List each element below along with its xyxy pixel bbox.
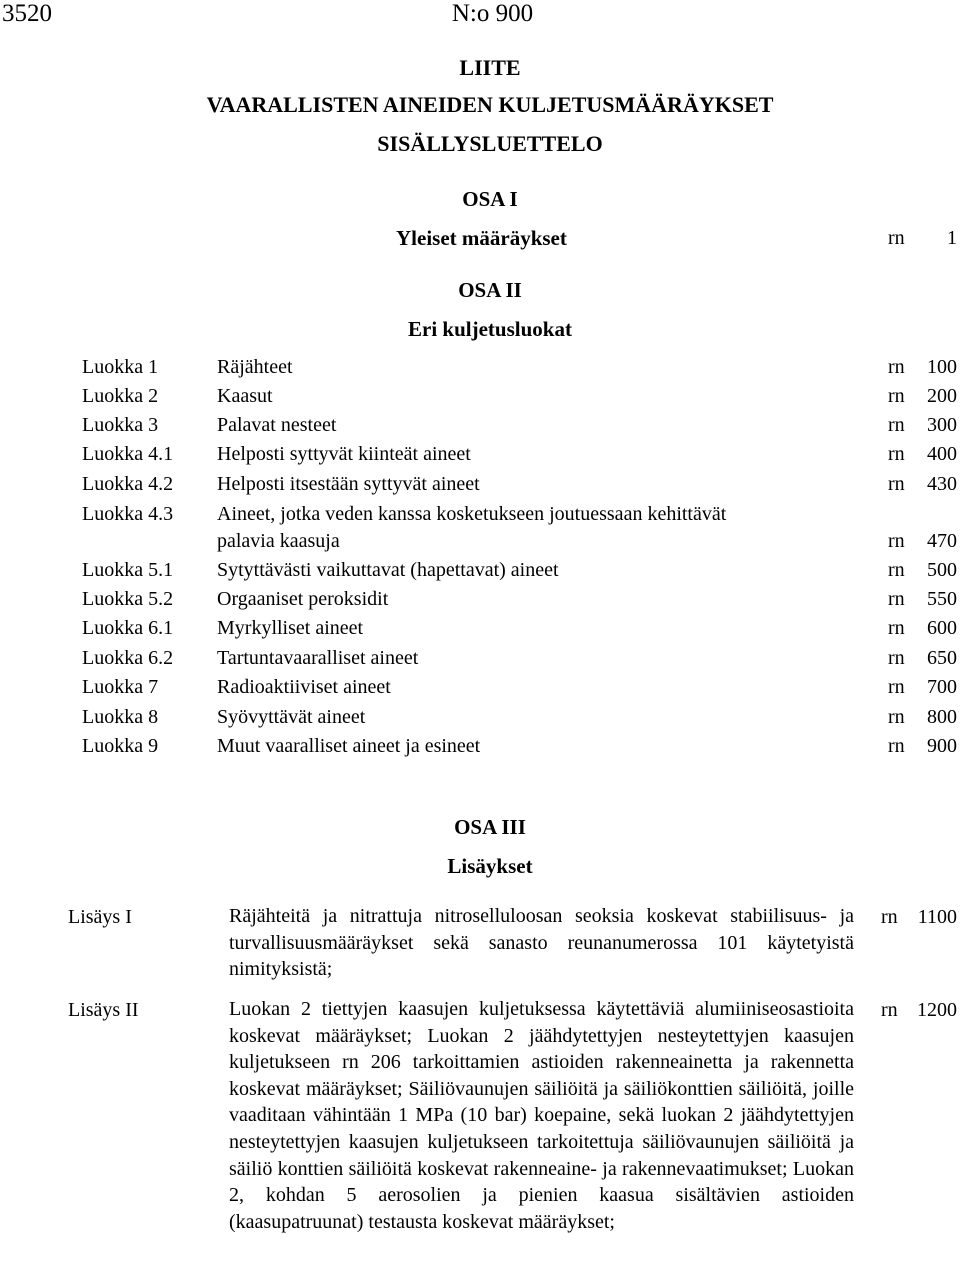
- class-rn: rn: [888, 473, 905, 495]
- toc-title: SISÄLLYSLUETTELO: [377, 131, 603, 156]
- class-number: 100: [927, 356, 957, 378]
- page-number: 3520: [2, 0, 52, 27]
- class-description: Tartuntavaaralliset aineet: [217, 647, 419, 669]
- class-rn: rn: [888, 647, 905, 669]
- osa2-subtitle: Eri kuljetusluokat: [408, 317, 572, 341]
- class-description: Palavat nesteet: [217, 414, 337, 436]
- osa1-num: 1: [947, 227, 957, 249]
- class-description-continued: palavia kaasuja: [217, 530, 340, 552]
- class-label: Luokka 3: [82, 414, 159, 436]
- class-number: 650: [927, 647, 957, 669]
- class-description: Syövyttävät aineet: [217, 706, 366, 728]
- osa1-subtitle: Yleiset määräykset: [396, 226, 567, 250]
- class-label: Luokka 4.3: [82, 503, 174, 525]
- class-label: Luokka 8: [82, 706, 159, 728]
- class-label: Luokka 4.2: [82, 473, 174, 495]
- class-rn: rn: [888, 414, 905, 436]
- class-description: Helposti syttyvät kiinteät aineet: [217, 443, 471, 465]
- class-label: Luokka 1: [82, 356, 159, 378]
- appendix-number: 1200: [917, 999, 957, 1021]
- class-rn: rn: [888, 443, 905, 465]
- class-description: Kaasut: [217, 385, 273, 407]
- appendix-rn: rn: [881, 906, 898, 928]
- class-number: 800: [927, 706, 957, 728]
- class-number: 700: [927, 676, 957, 698]
- class-rn: rn: [888, 356, 905, 378]
- osa3-subtitle: Lisäykset: [447, 854, 533, 878]
- osa3-heading: OSA III: [454, 815, 526, 839]
- class-number: 500: [927, 559, 957, 581]
- class-label: Luokka 6.2: [82, 647, 174, 669]
- class-number: 430: [927, 473, 957, 495]
- class-description: Orgaaniset peroksidit: [217, 588, 389, 610]
- class-rn: rn: [888, 735, 905, 757]
- liite-title: LIITE: [459, 55, 521, 80]
- class-description: Helposti itsestään syttyvät aineet: [217, 473, 480, 495]
- class-rn: rn: [888, 706, 905, 728]
- class-description: Myrkylliset aineet: [217, 617, 364, 639]
- appendix-description: Luokan 2 tiettyjen kaasujen kuljetuksessa käytettäviä alumiiniseosastioita koskevat määräykset; Luokan 2 jäähdytettyjen nesteytettyjen kaasujen kuljetukseen rn 206 tarkoittamien astioiden rakenneainetta ja rakennetta koskevat määräykset; Säiliövaunujen säiliöitä ja säiliökonttien säiliöitä, joille vaaditaan vähintään 1 MPa (10 bar) koepaine, sekä luokan 2 jäähdytettyjen nesteytettyjen kaasujen kuljetukseen tarkoitettuja säiliövaunujen säiliöitä ja säiliö konttien säiliöitä koskevat rakenneaine- ja rakennevaatimukset; Luokan 2, kohdan 5 aerosolien ja pienien kaasua sisältävien astioiden (kaasupatruunat) testausta koskevat määräykset;: [229, 998, 854, 1233]
- class-description: Aineet, jotka veden kanssa kosketukseen joutuessaan kehittävät: [217, 503, 727, 525]
- class-rn: rn: [888, 530, 905, 552]
- appendix-label: Lisäys II: [68, 999, 139, 1021]
- class-rn: rn: [888, 588, 905, 610]
- appendix-rn: rn: [881, 999, 898, 1021]
- class-label: Luokka 7: [82, 676, 159, 698]
- class-rn: rn: [888, 559, 905, 581]
- class-label: Luokka 5.2: [82, 588, 174, 610]
- appendix-label: Lisäys I: [68, 906, 132, 928]
- class-rn: rn: [888, 385, 905, 407]
- class-description: Sytyttävästi vaikuttavat (hapettavat) aineet: [217, 559, 559, 581]
- class-label: Luokka 9: [82, 735, 159, 757]
- class-number: 600: [927, 617, 957, 639]
- class-rn: rn: [888, 676, 905, 698]
- appendix-number: 1100: [917, 906, 957, 928]
- class-label: Luokka 2: [82, 385, 159, 407]
- class-rn: rn: [888, 617, 905, 639]
- class-number: 200: [927, 385, 957, 407]
- class-description: Räjähteet: [217, 356, 293, 378]
- main-title: VAARALLISTEN AINEIDEN KULJETUSMÄÄRÄYKSET: [206, 92, 774, 117]
- class-description: Muut vaaralliset aineet ja esineet: [217, 735, 481, 757]
- appendix-description: Räjähteitä ja nitrattuja nitroselluloosan seoksia koskevat stabiilisuus- ja turvallisuusmääräykset sekä sanasto reunanumerossa 101 käytetyistä nimityksistä;: [229, 905, 854, 981]
- osa1-heading: OSA I: [462, 187, 518, 211]
- class-number: 300: [927, 414, 957, 436]
- class-label: Luokka 4.1: [82, 443, 174, 465]
- class-number: 470: [927, 530, 957, 552]
- class-number: 400: [927, 443, 957, 465]
- issue-number: N:o 900: [451, 0, 534, 27]
- osa2-heading: OSA II: [458, 278, 522, 302]
- class-number: 550: [927, 588, 957, 610]
- class-description: Radioaktiiviset aineet: [217, 676, 391, 698]
- class-label: Luokka 6.1: [82, 617, 174, 639]
- osa1-rn: rn: [888, 227, 905, 249]
- class-number: 900: [927, 735, 957, 757]
- class-label: Luokka 5.1: [82, 559, 174, 581]
